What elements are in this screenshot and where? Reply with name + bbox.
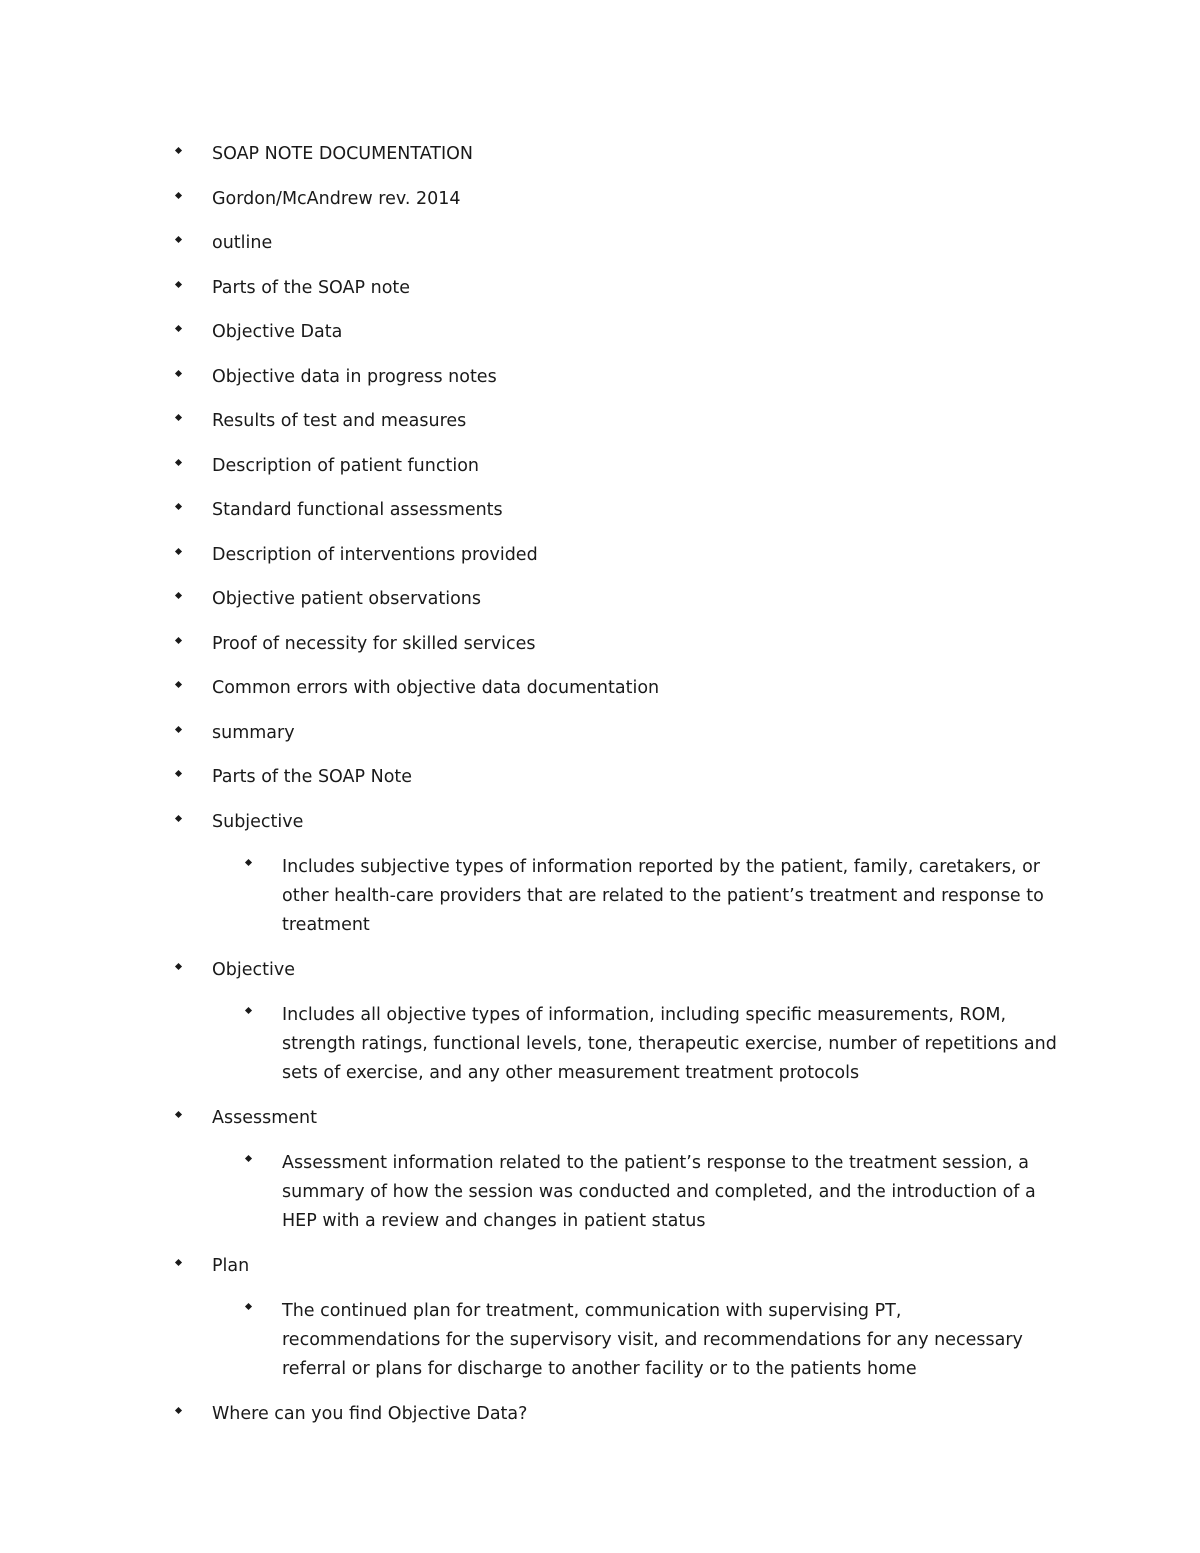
list-item [0,408,1200,435]
bullet-icon [175,459,184,468]
list-item-text: Assessment [212,1107,317,1128]
list-item-text: Objective data in progress notes [212,366,497,387]
bullet-icon [245,1155,254,1164]
outline-list [0,141,1200,1445]
sub-list-item-text: Includes subjective types of information reported by the patient, family, caretakers, or other health-care providers that are related to the patient’s treatment and response to treatment [282,857,1044,935]
bullet-icon [245,859,254,868]
list-item-text: SOAP NOTE DOCUMENTATION [212,144,474,164]
list-item [0,1105,1200,1132]
list-item [0,675,1200,702]
bullet-icon [175,370,184,379]
list-item-text: Description of interventions provided [212,544,538,565]
list-item [0,230,1200,257]
bullet-icon [175,503,184,512]
list-item-text: Subjective [212,811,304,832]
list-item-text: Gordon/McAndrew rev. 2014 [212,188,461,209]
bullet-icon [175,414,184,423]
list-item-text: Where can you find Objective Data? [212,1403,528,1424]
bullet-icon [175,726,184,735]
bullet-icon [175,147,184,156]
list-item [0,1253,1200,1280]
bullet-icon [175,1259,184,1268]
list-item-text: Plan [212,1255,250,1276]
list-item-text: Description of patient function [212,455,479,476]
bullet-icon [175,770,184,779]
list-item-text: Parts of the SOAP note [212,277,411,298]
sub-list-item-text: Assessment information related to the patient’s response to the treatment session, a summary of how the session was conducted and completed, and the introduction of a HEP with a review and changes in patient status [282,1153,1036,1231]
bullet-icon [175,192,184,201]
bullet-icon [175,637,184,646]
list-item [0,1401,1200,1428]
bullet-icon [245,1007,254,1016]
bullet-icon [175,963,184,972]
list-item-text: Results of test and measures [212,411,467,431]
list-item-text: Parts of the SOAP Note [212,767,413,787]
bullet-icon [175,281,184,290]
bullet-icon [175,592,184,601]
bullet-icon [175,325,184,334]
bullet-icon [175,815,184,824]
sub-list-item-text: Includes all objective types of information, including specific measurements, ROM, strength ratings, functional levels, tone, therapeutic exercise, number of repetitions and sets of exercise, and any other measurement treatment protocols [282,1005,1057,1083]
list-item [0,275,1200,302]
bullet-icon [245,1303,254,1312]
list-item [0,720,1200,747]
list-item [0,809,1200,836]
sub-list-item-text: The continued plan for treatment, communication with supervising PT, recommendations for the supervisory visit, and recommendations for any necessary referral or plans for discharge to another facility or to the patients home [282,1301,1023,1379]
list-item-text: Standard functional assessments [212,500,503,520]
list-item [0,319,1200,346]
sub-list-item [0,1297,1200,1384]
list-item [0,631,1200,658]
bullet-icon [175,548,184,557]
sub-list-item [0,1001,1200,1088]
list-item [0,957,1200,984]
list-item-text: Objective patient observations [212,589,481,609]
list-item [0,141,1200,168]
list-item-text: Common errors with objective data documentation [212,678,660,698]
list-item-text: summary [212,722,295,743]
bullet-icon [175,1111,184,1120]
list-item [0,586,1200,613]
list-item-text: outline [212,233,273,253]
list-item [0,542,1200,569]
sub-list-item [0,1149,1200,1236]
list-item [0,497,1200,524]
list-item [0,364,1200,391]
bullet-icon [175,236,184,245]
bullet-icon [175,1407,184,1416]
list-item-text: Objective Data [212,322,343,342]
list-item [0,453,1200,480]
sub-list-item [0,853,1200,940]
list-item-text: Proof of necessity for skilled services [212,633,536,654]
list-item [0,764,1200,791]
list-item [0,186,1200,213]
bullet-icon [175,681,184,690]
list-item-text: Objective [212,959,295,980]
